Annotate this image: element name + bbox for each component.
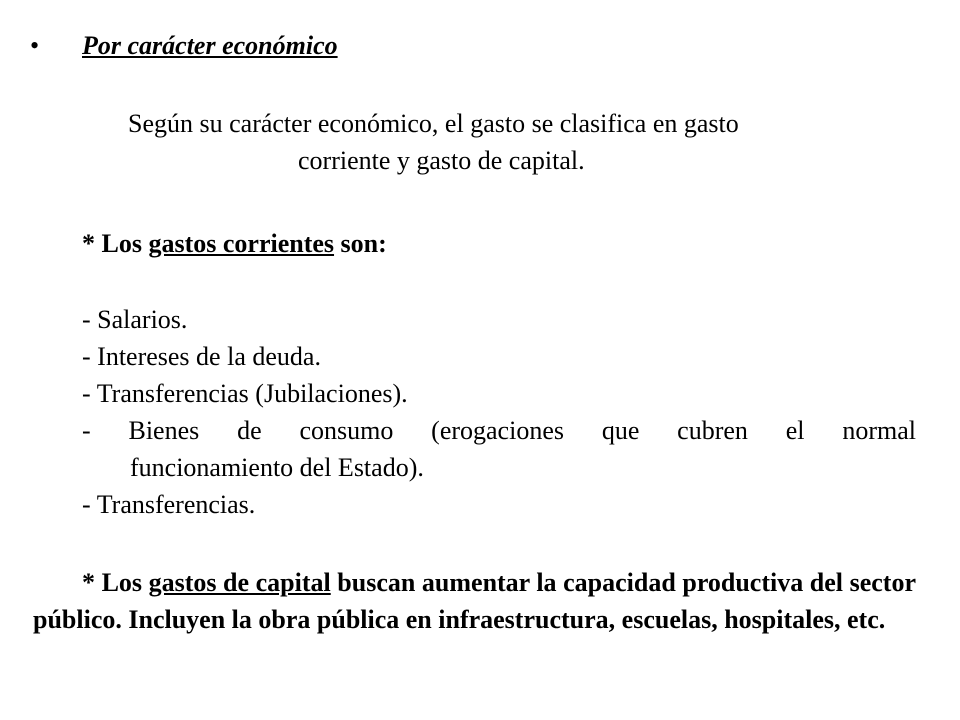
list-item-debt-interest: - Intereses de la deuda.	[82, 342, 321, 371]
current-expenses-suffix: son:	[334, 229, 387, 258]
intro-line-2: corriente y gasto de capital.	[298, 146, 585, 175]
capital-expenses-prefix: * Los	[82, 568, 149, 597]
capital-expenses-text: buscan aumentar la capacidad productiva del sector público. Incluyen la obra pública en infraestructura, escuelas, hospitales, etc.	[33, 568, 916, 634]
list-item-salaries: - Salarios.	[82, 305, 188, 334]
list-item-pension-transfers: - Transferencias (Jubilaciones).	[82, 379, 408, 408]
section-heading: Por carácter económico	[82, 31, 338, 60]
intro-line-1: Según su carácter económico, el gasto se clasifica en gasto	[128, 109, 739, 138]
capital-expenses-paragraph	[33, 564, 916, 638]
list-item-transfers: - Transferencias.	[82, 490, 256, 519]
current-expenses-prefix: * Los	[82, 229, 149, 258]
capital-expenses-term: gastos de capital	[148, 568, 331, 597]
list-item-consumer-goods-continuation: funcionamiento del Estado).	[130, 453, 424, 482]
list-item-consumer-goods: - Bienes de consumo (erogaciones que cubren el normal	[82, 416, 916, 445]
bullet-point: •	[30, 31, 40, 60]
current-expenses-heading	[82, 228, 387, 260]
current-expenses-term: gastos corrientes	[148, 229, 335, 258]
